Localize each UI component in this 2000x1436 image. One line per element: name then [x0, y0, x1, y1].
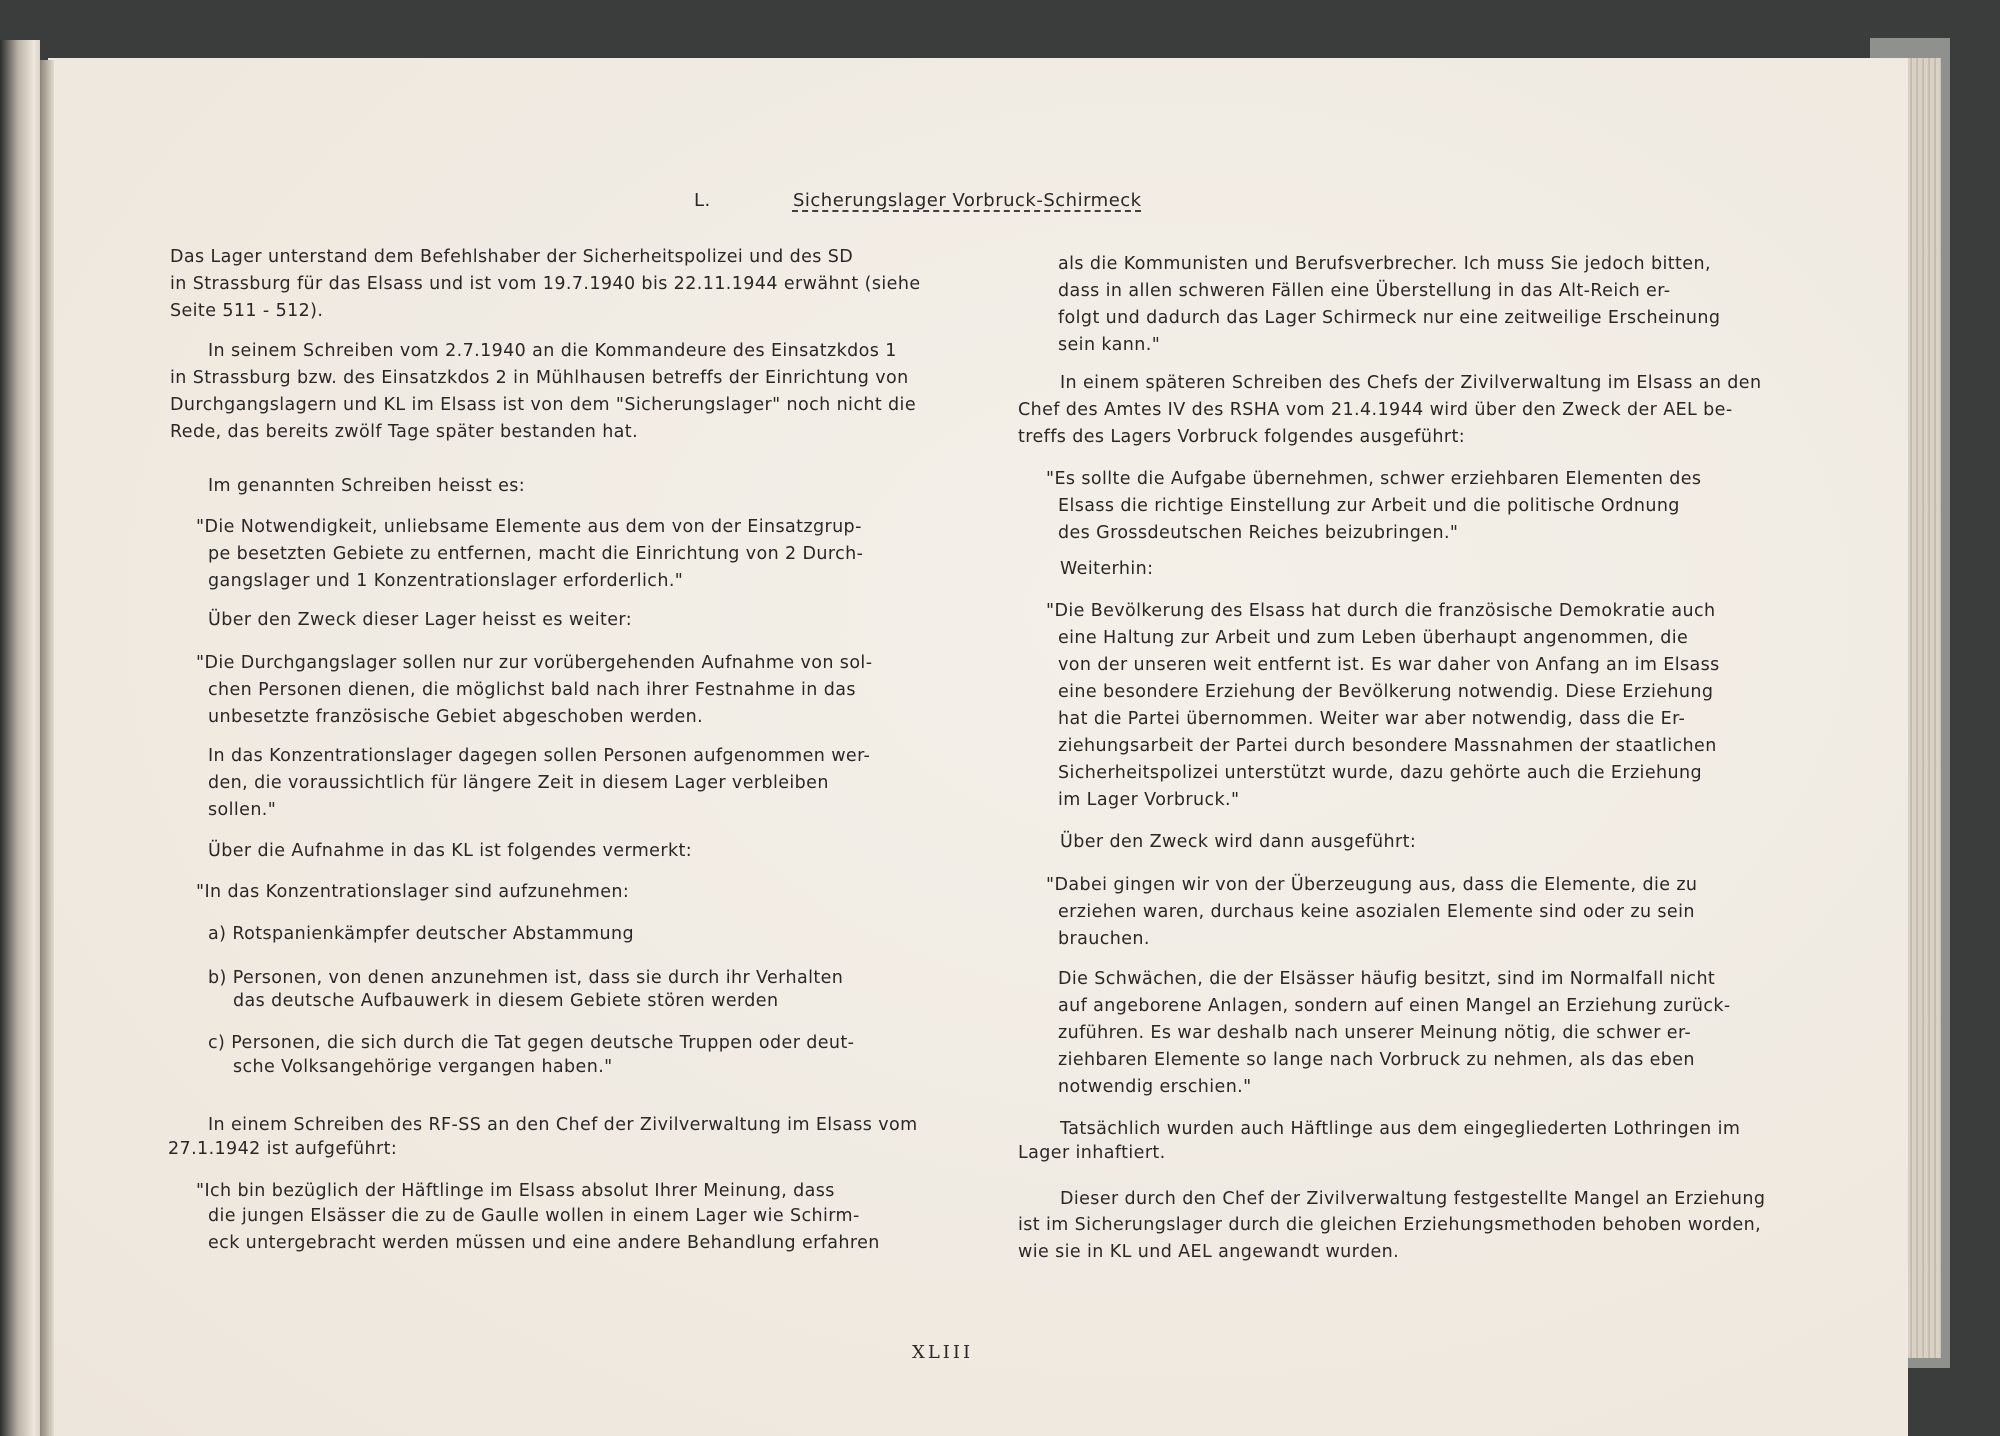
paragraph [1018, 1212, 1761, 1266]
spine-shadow [40, 60, 54, 1436]
quote-block [1058, 625, 1720, 814]
quote-block [208, 743, 870, 824]
paragraph [208, 1112, 918, 1139]
text-line: erziehen waren, durchaus keine asozialen Elemente sind oder zu sein [1058, 902, 1695, 922]
text-line: 27.1.1942 ist aufgeführt: [168, 1139, 398, 1159]
text-line: In das Konzentrationslager dagegen sollen Personen aufgenommen wer- [208, 746, 871, 766]
paragraph [1018, 1140, 1166, 1167]
text-line: sein kann." [1058, 335, 1161, 355]
text-line: das deutsche Aufbauwerk in diesem Gebiete stören werden [233, 991, 779, 1011]
text-line: Elsass die richtige Einstellung zur Arbeit und die politische Ordnung [1058, 496, 1680, 516]
paragraph [168, 1136, 397, 1163]
paragraph [1060, 829, 1416, 856]
quote-block [208, 1203, 880, 1257]
text-line: Weiterhin: [1060, 559, 1154, 579]
paragraph [1060, 370, 1761, 397]
paragraph [1018, 397, 1733, 451]
text-line: pe besetzten Gebiete zu entfernen, macht die Einrichtung von 2 Durch- [208, 544, 864, 564]
text-line: im Lager Vorbruck." [1058, 790, 1240, 810]
book-left-page-edge [0, 40, 40, 1436]
paragraph [208, 473, 525, 500]
text-line: "Die Notwendigkeit, unliebsame Elemente aus dem von der Einsatzgrup- [196, 517, 862, 537]
text-line: eine Haltung zur Arbeit und zum Leben überhaupt angenommen, die [1058, 628, 1689, 648]
text-line: dass in allen schweren Fällen eine Überstellung in das Alt-Reich er- [1058, 281, 1671, 301]
text-line: b) Personen, von denen anzunehmen ist, dass sie durch ihr Verhalten [208, 968, 844, 988]
paragraph [208, 338, 897, 365]
text-line: Rede, das bereits zwölf Tage später bestanden hat. [170, 422, 639, 442]
text-line: wie sie in KL und AEL angewandt wurden. [1018, 1242, 1400, 1262]
quote-block [196, 514, 862, 541]
paragraph [208, 838, 692, 865]
section-heading [694, 190, 1142, 211]
text-line: Über den Zweck wird dann ausgeführt: [1060, 832, 1417, 852]
text-line: die jungen Elsässer die zu de Gaulle wollen in einem Lager wie Schirm- [208, 1206, 860, 1226]
quote-block [196, 879, 629, 906]
text-line: gangslager und 1 Konzentrationslager erforderlich." [208, 571, 684, 591]
text-line: Chef des Amtes IV des RSHA vom 21.4.1944 wird über den Zweck der AEL be- [1018, 400, 1733, 420]
list-item [208, 921, 634, 948]
quote-block [208, 541, 863, 595]
text-line: Über den Zweck dieser Lager heisst es weiter: [208, 610, 633, 630]
quote-block [196, 1178, 835, 1205]
text-line: Tatsächlich wurden auch Häftlinge aus dem eingegliederten Lothringen im [1060, 1119, 1741, 1139]
text-line: Das Lager unterstand dem Befehlshaber der Sicherheitspolizei und des SD [170, 247, 854, 267]
text-line: "In das Konzentrationslager sind aufzunehmen: [196, 882, 630, 902]
page-number: XLIII [912, 1342, 974, 1363]
section-title: Sicherungslager Vorbruck-Schirmeck [792, 190, 1142, 211]
text-line: "Die Durchgangslager sollen nur zur vorübergehenden Aufnahme von sol- [196, 653, 873, 673]
text-line: Dieser durch den Chef der Zivilverwaltung festgestellte Mangel an Erziehung [1060, 1189, 1766, 1209]
text-line: "Die Bevölkerung des Elsass hat durch die französische Demokratie auch [1046, 601, 1716, 621]
paragraph [1060, 1186, 1765, 1213]
text-line: des Grossdeutschen Reiches beizubringen." [1058, 523, 1459, 543]
text-line: Durchgangslagern und KL im Elsass ist von dem "Sicherungslager" noch nicht die [170, 395, 916, 415]
text-line: brauchen. [1058, 929, 1150, 949]
text-line: in Strassburg bzw. des Einsatzkdos 2 in Mühlhausen betreffs der Einrichtung von [170, 368, 909, 388]
paragraph [170, 365, 916, 446]
text-line: Sicherheitspolizei unterstützt wurde, dazu gehörte auch die Erziehung [1058, 763, 1702, 783]
text-line: als die Kommunisten und Berufsverbrecher. Ich muss Sie jedoch bitten, [1058, 254, 1711, 274]
section-number: L. [694, 190, 711, 211]
list-item [233, 1054, 613, 1081]
paragraph [1060, 1116, 1740, 1143]
text-line: ziehbaren Elemente so lange nach Vorbruck zu nehmen, als das eben [1058, 1050, 1695, 1070]
quote-block [1058, 493, 1680, 547]
quote-block [196, 650, 872, 677]
text-line: Im genannten Schreiben heisst es: [208, 476, 526, 496]
quote-block [1046, 872, 1697, 899]
text-line: hat die Partei übernommen. Weiter war aber notwendig, dass die Er- [1058, 709, 1686, 729]
text-line: chen Personen dienen, die möglichst bald nach ihrer Festnahme in das [208, 680, 856, 700]
text-line: In seinem Schreiben vom 2.7.1940 an die Kommandeure des Einsatzkdos 1 [208, 341, 897, 361]
paragraph [208, 607, 632, 634]
text-line: zuführen. Es war deshalb nach unserer Meinung nötig, die schwer er- [1058, 1023, 1692, 1043]
quote-block [1058, 966, 1731, 1101]
text-line: ziehungsarbeit der Partei durch besondere Massnahmen der staatlichen [1058, 736, 1717, 756]
text-line: "Dabei gingen wir von der Überzeugung aus, dass die Elemente, die zu [1046, 875, 1698, 895]
text-line: c) Personen, die sich durch die Tat gegen deutsche Truppen oder deut- [208, 1033, 855, 1053]
text-line: Über die Aufnahme in das KL ist folgendes vermerkt: [208, 841, 693, 861]
text-line: Seite 511 - 512). [170, 301, 324, 321]
text-line: ist im Sicherungslager durch die gleichen Erziehungsmethoden behoben worden, [1018, 1215, 1762, 1235]
text-line: auf angeborene Anlagen, sondern auf einen Mangel an Erziehung zurück- [1058, 996, 1731, 1016]
text-line: In einem Schreiben des RF-SS an den Chef der Zivilverwaltung im Elsass vom [208, 1115, 918, 1135]
quote-block [208, 677, 856, 731]
text-line: "Es sollte die Aufgabe übernehmen, schwer erziehbaren Elementen des [1046, 469, 1702, 489]
text-line: von der unseren weit entfernt ist. Es war daher von Anfang an im Elsass [1058, 655, 1720, 675]
list-item [208, 1030, 854, 1057]
text-line: eine besondere Erziehung der Bevölkerung notwendig. Diese Erziehung [1058, 682, 1714, 702]
quote-block [1058, 251, 1720, 359]
paragraph [170, 244, 920, 325]
quote-block [1058, 899, 1695, 953]
text-line: a) Rotspanienkämpfer deutscher Abstammung [208, 924, 634, 944]
text-line: "Ich bin bezüglich der Häftlinge im Elsass absolut Ihrer Meinung, dass [196, 1181, 835, 1201]
text-line: eck untergebracht werden müssen und eine andere Behandlung erfahren [208, 1233, 880, 1253]
text-line: unbesetzte französische Gebiet abgeschoben werden. [208, 707, 704, 727]
text-line: den, die voraussichtlich für längere Zeit in diesem Lager verbleiben [208, 773, 829, 793]
text-line: sollen." [208, 800, 277, 820]
text-line: Die Schwächen, die der Elsässer häufig besitzt, sind im Normalfall nicht [1058, 969, 1716, 989]
paragraph [1060, 556, 1153, 583]
list-item [233, 988, 778, 1015]
text-line: in Strassburg für das Elsass und ist vom 19.7.1940 bis 22.11.1944 erwähnt (siehe [170, 274, 921, 294]
text-line: folgt und dadurch das Lager Schirmeck nur eine zeitweilige Erscheinung [1058, 308, 1721, 328]
text-line: Lager inhaftiert. [1018, 1143, 1166, 1163]
quote-block [1046, 598, 1716, 625]
text-line: sche Volksangehörige vergangen haben." [233, 1057, 613, 1077]
quote-block [1046, 466, 1701, 493]
text-line: In einem späteren Schreiben des Chefs der Zivilverwaltung im Elsass an den [1060, 373, 1762, 393]
text-line: notwendig erschien." [1058, 1077, 1252, 1097]
text-line: treffs des Lagers Vorbruck folgendes ausgeführt: [1018, 427, 1466, 447]
